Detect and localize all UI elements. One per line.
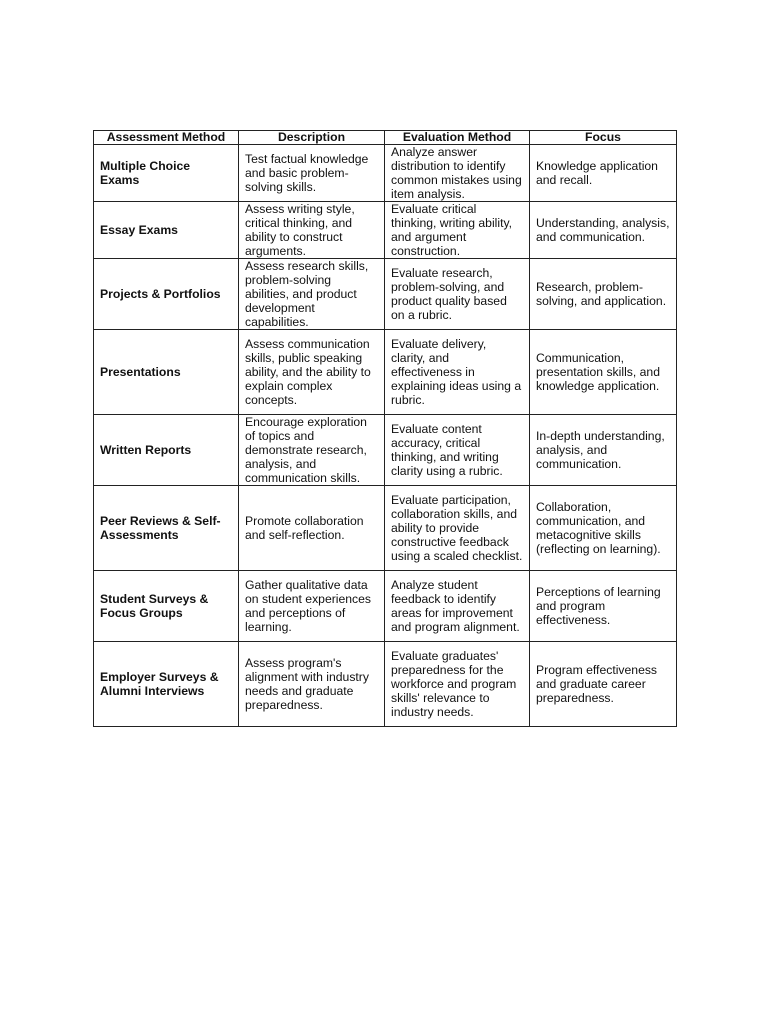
table-row	[94, 571, 677, 642]
description-cell: Assess writing style, critical thinking, and ability to construct arguments.	[239, 202, 385, 259]
evaluation-cell: Analyze student feedback to identify areas for improvement and program alignment.	[385, 571, 530, 642]
method-cell: Projects & Portfolios	[94, 259, 239, 330]
evaluation-cell: Evaluate delivery, clarity, and effectiveness in explaining ideas using a rubric.	[385, 330, 530, 415]
evaluation-cell: Evaluate participation, collaboration skills, and ability to provide constructive feedback using a scaled checklist.	[385, 486, 530, 571]
header-focus: Focus	[530, 131, 677, 145]
method-cell: Essay Exams	[94, 202, 239, 259]
evaluation-cell: Evaluate critical thinking, writing ability, and argument construction.	[385, 202, 530, 259]
table-row	[94, 202, 677, 259]
focus-cell: Understanding, analysis, and communication.	[530, 202, 677, 259]
table-row	[94, 145, 677, 202]
focus-cell: Communication, presentation skills, and knowledge application.	[530, 330, 677, 415]
table-row	[94, 486, 677, 571]
table-row	[94, 642, 677, 727]
description-cell: Test factual knowledge and basic problem-solving skills.	[239, 145, 385, 202]
focus-cell: Perceptions of learning and program effectiveness.	[530, 571, 677, 642]
focus-cell: In-depth understanding, analysis, and communication.	[530, 415, 677, 486]
focus-cell: Collaboration, communication, and metacognitive skills (reflecting on learning).	[530, 486, 677, 571]
description-cell: Encourage exploration of topics and demonstrate research, analysis, and communication skills.	[239, 415, 385, 486]
description-cell: Assess communication skills, public speaking ability, and the ability to explain complex concepts.	[239, 330, 385, 415]
method-cell: Peer Reviews & Self-Assessments	[94, 486, 239, 571]
header-assessment-method: Assessment Method	[94, 131, 239, 145]
description-cell: Promote collaboration and self-reflection.	[239, 486, 385, 571]
description-cell: Assess program's alignment with industry needs and graduate preparedness.	[239, 642, 385, 727]
table-row	[94, 330, 677, 415]
focus-cell: Research, problem-solving, and application.	[530, 259, 677, 330]
method-cell: Multiple Choice Exams	[94, 145, 239, 202]
method-cell: Written Reports	[94, 415, 239, 486]
evaluation-cell: Evaluate research, problem-solving, and product quality based on a rubric.	[385, 259, 530, 330]
description-cell: Assess research skills, problem-solving abilities, and product development capabilities.	[239, 259, 385, 330]
evaluation-cell: Evaluate content accuracy, critical thinking, and writing clarity using a rubric.	[385, 415, 530, 486]
header-description: Description	[239, 131, 385, 145]
evaluation-cell: Analyze answer distribution to identify common mistakes using item analysis.	[385, 145, 530, 202]
table-header-row	[94, 131, 677, 145]
focus-cell: Program effectiveness and graduate career preparedness.	[530, 642, 677, 727]
header-evaluation-method: Evaluation Method	[385, 131, 530, 145]
evaluation-cell: Evaluate graduates' preparedness for the workforce and program skills' relevance to industry needs.	[385, 642, 530, 727]
focus-cell: Knowledge application and recall.	[530, 145, 677, 202]
table-row	[94, 415, 677, 486]
table-row	[94, 259, 677, 330]
method-cell: Presentations	[94, 330, 239, 415]
description-cell: Gather qualitative data on student experiences and perceptions of learning.	[239, 571, 385, 642]
method-cell: Employer Surveys & Alumni Interviews	[94, 642, 239, 727]
assessment-table	[93, 130, 677, 727]
method-cell: Student Surveys & Focus Groups	[94, 571, 239, 642]
